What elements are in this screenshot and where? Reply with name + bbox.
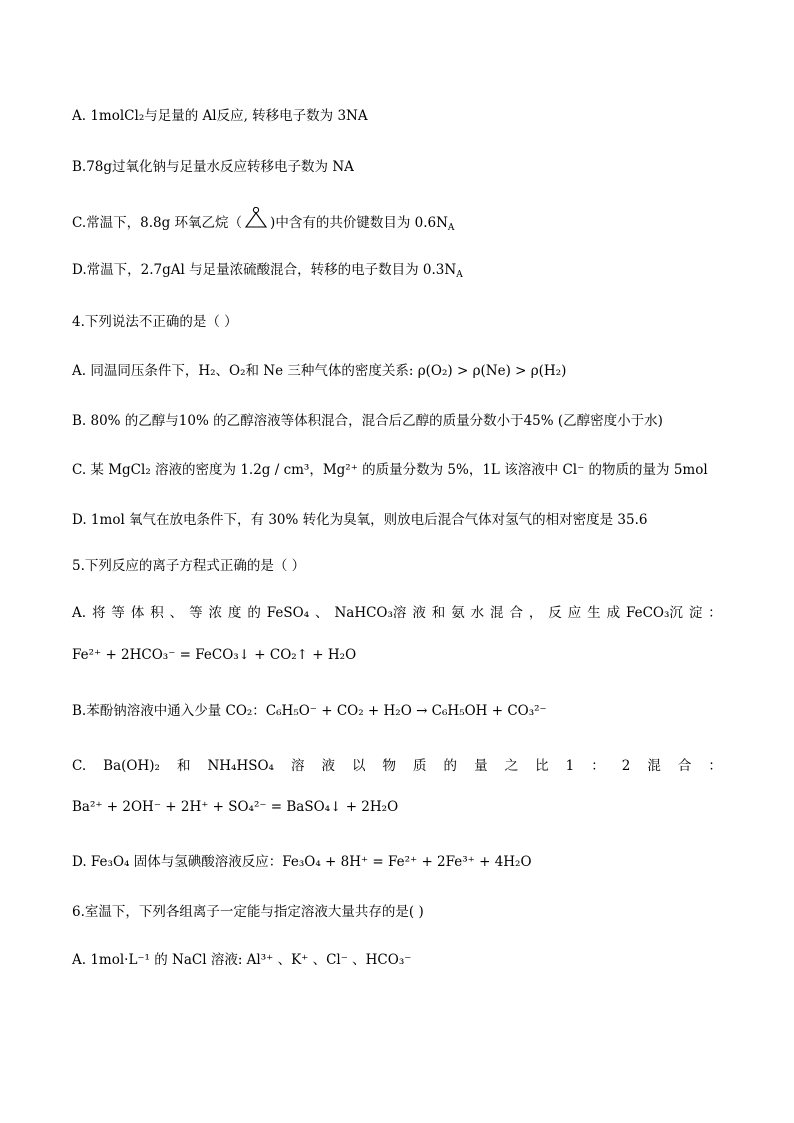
q4-option-a: A. 同温同压条件下，H₂、O₂和 Ne 三种气体的密度关系: ρ(O₂) > ρ(Ne) > ρ(H₂): [72, 363, 567, 379]
q5c-word: 和: [176, 758, 191, 774]
q5a-word: 应: [567, 605, 582, 621]
q5a-word: 氨: [451, 605, 465, 621]
q3-option-c: [72, 206, 454, 236]
q5a-word: 、: [315, 605, 329, 621]
q5a-word: 积: [150, 605, 164, 621]
q5-option-c-equation: Ba²⁺ + 2OH⁻ + 2H⁺ + SO₄²⁻ = BaSO₄↓ + 2H₂O: [72, 799, 399, 815]
q5-option-b: B.苯酚钠溶液中通入少量 CO₂：C₆H₅O⁻ + CO₂ + H₂O → C₆H₅OH + CO₃²⁻: [72, 703, 547, 719]
q5a-word: 等: [111, 605, 125, 621]
q5a-word: NaHCO₃溶: [334, 605, 407, 621]
q5c-word: 2: [621, 758, 631, 774]
q3-option-d-sub: A: [456, 270, 463, 280]
q3-option-b: B.78g过氧化钠与足量水反应转移电子数为 NA: [72, 159, 354, 175]
q5c-word: 溶: [290, 758, 305, 774]
q5a-word: 淀: [688, 605, 703, 621]
q5c-word: 的: [443, 758, 458, 774]
q5a-word: 度: [227, 605, 242, 621]
q5c-word: Ba(OH)₂: [103, 758, 160, 774]
q5a-word: FeCO₃沉: [625, 605, 683, 621]
q5c-word: 质: [413, 758, 427, 774]
q5-option-a-equation: Fe²⁺ + 2HCO₃⁻ = FeCO₃↓ + CO₂↑ + H₂O: [72, 647, 357, 663]
q5c-word: 混: [647, 758, 661, 774]
q5a-word: 液: [412, 605, 426, 621]
q5a-word: 将: [91, 605, 106, 621]
q5c-word: 1: [565, 758, 575, 774]
q4-title: 4.下列说法不正确的是（ ）: [72, 314, 238, 330]
q5c-word: 比: [535, 758, 549, 774]
q5a-word: 等: [189, 605, 203, 621]
q5c-word: C.: [72, 758, 87, 774]
q3-option-d-text: D.常温下，2.7gAl 与足量浓硫酸混合，转移的电子数目为 0.3N: [72, 262, 457, 278]
q5a-word: 水: [470, 605, 485, 621]
q5c-word: 以: [352, 758, 366, 774]
q3-option-d: [72, 260, 463, 280]
q5a-word: ：: [708, 605, 722, 621]
q3-option-a: A. 1molCl₂与足量的 Al反应, 转移电子数为 3NA: [72, 108, 368, 124]
q6-option-a: A. 1mol·L⁻¹ 的 NaCl 溶液: Al³⁺ 、K⁺ 、Cl⁻ 、HCO₃⁻: [72, 952, 412, 968]
q5c-word: 量: [474, 758, 488, 774]
q5-option-a: [72, 603, 722, 623]
q5c-word: ：: [708, 758, 722, 774]
q5c-word: 之: [504, 758, 519, 774]
q5a-word: 体: [130, 605, 145, 621]
q5a-word: A.: [72, 605, 87, 621]
q3-option-c-text: C.常温下，8.8g 环氧乙烷（: [72, 215, 243, 231]
q5a-word: 反: [548, 605, 562, 621]
q5a-word: 混: [490, 605, 504, 621]
q5c-word: NH₄HSO₄: [207, 758, 274, 774]
q5c-word: 物: [382, 758, 397, 774]
q5c-word: ：: [591, 758, 605, 774]
q5c-word: 合: [677, 758, 692, 774]
q5a-word: 合: [509, 605, 523, 621]
q5c-word: 液: [321, 758, 335, 774]
epoxide-ring-icon: [243, 206, 269, 236]
q5a-word: 生: [587, 605, 601, 621]
q5-option-c: [72, 756, 722, 776]
q5a-word: 、: [169, 605, 184, 621]
q6-title: 6.室温下，下列各组离子一定能与指定溶液大量共存的是( ): [72, 904, 424, 920]
q5a-word: 成: [606, 605, 621, 621]
q5a-word: 浓: [208, 605, 222, 621]
q5-option-d: D. Fe₃O₄ 固体与氢碘酸溶液反应：Fe₃O₄ + 8H⁺ = Fe²⁺ + 2Fe³⁺ + 4H₂O: [72, 854, 532, 870]
q4-option-b: B. 80% 的乙醇与10% 的乙醇溶液等体积混合，混合后乙醇的质量分数小于45% (乙醇密度小于水): [72, 413, 663, 429]
q5a-word: ，: [528, 605, 543, 621]
q3-option-c-sub: A: [447, 223, 455, 233]
q5a-word: 的: [247, 605, 261, 621]
q4-option-d: D. 1mol 氧气在放电条件下，有 30% 转化为臭氧，则放电后混合气体对氢气的相对密度是 35.6: [72, 512, 648, 528]
q5a-word: 和: [431, 605, 446, 621]
q5-title: 5.下列反应的离子方程式正确的是（ ）: [72, 558, 306, 574]
q5a-word: FeSO₄: [266, 605, 310, 621]
q4-option-c: C. 某 MgCl₂ 溶液的密度为 1.2g / cm³，Mg²⁺ 的质量分数为 5%，1L 该溶液中 Cl⁻ 的物质的量为 5mol: [72, 462, 708, 478]
q3-option-c-text-2: )中含有的共价键数目为 0.6N: [270, 215, 448, 231]
